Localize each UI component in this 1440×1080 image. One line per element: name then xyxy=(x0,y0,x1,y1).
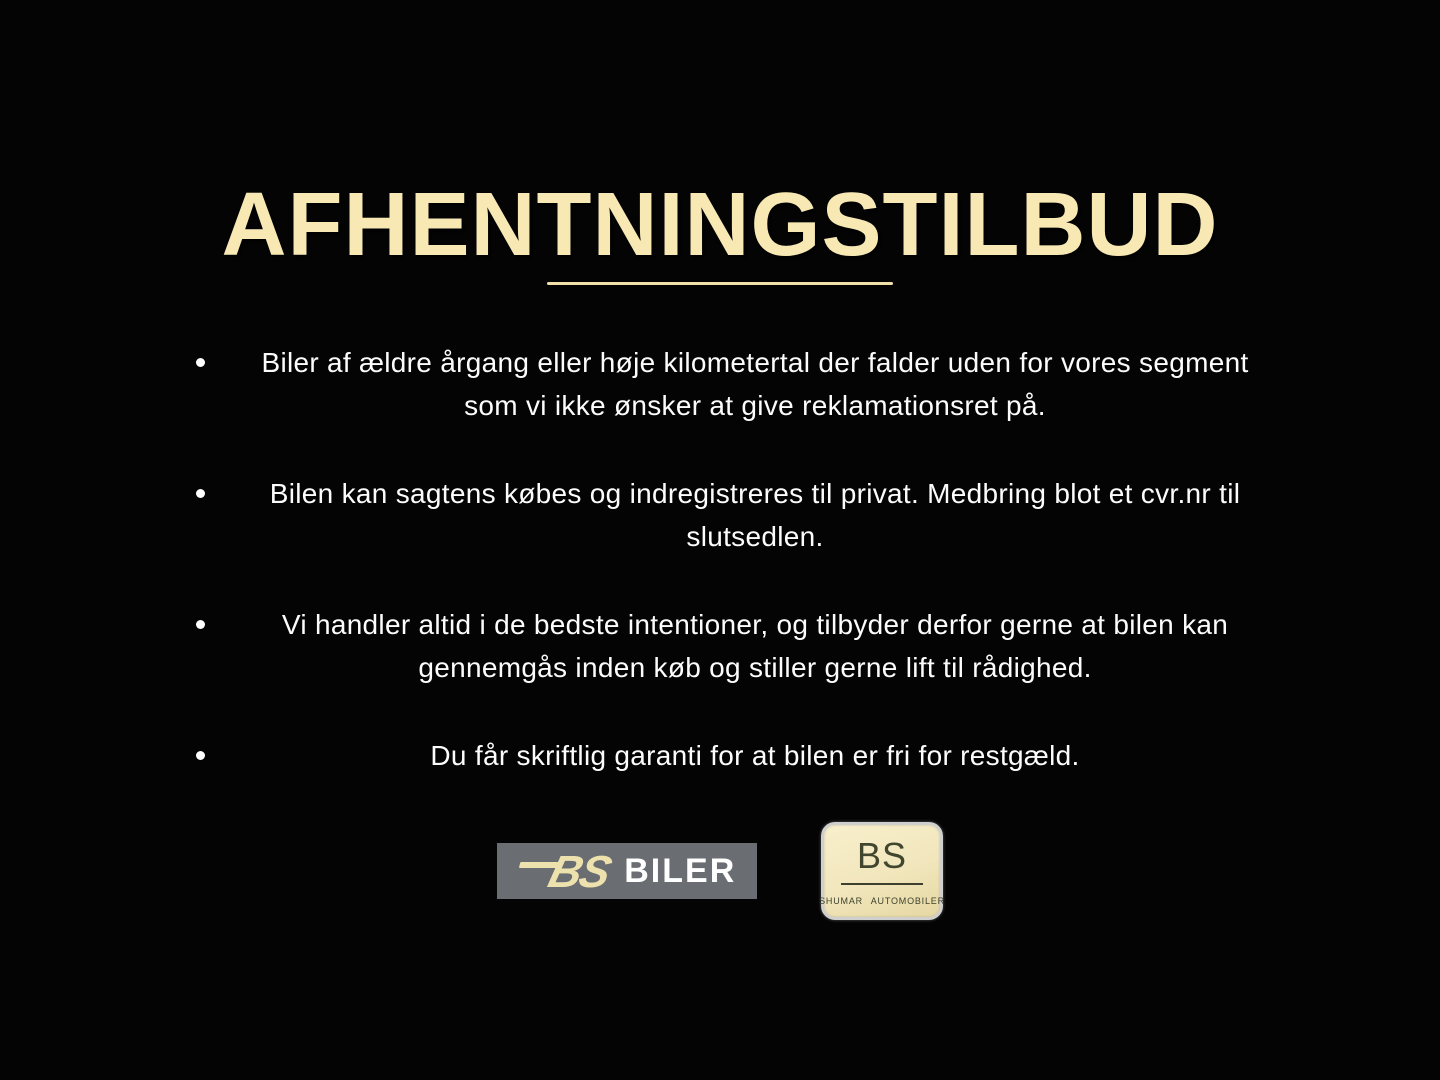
list-item xyxy=(165,734,1275,777)
bullet-text: Bilen kan sagtens købes og indregistreres til privat. Medbring blot et cvr.nr til slutsedlen. xyxy=(269,478,1241,552)
bs-biler-wordmark: BILER xyxy=(624,852,737,890)
bullet-icon xyxy=(165,603,235,629)
bullet-text: Vi handler altid i de bedste intentioner, og tilbyder derfor gerne at bilen kan gennemgås inden køb og stiller gerne lift til rådighed. xyxy=(281,609,1229,683)
bullet-icon xyxy=(165,341,235,367)
list-item xyxy=(165,472,1275,558)
shumar-subtitle: SHUMAR AUTOMOBILER xyxy=(819,896,945,906)
shumar-divider xyxy=(841,883,923,885)
bullet-icon xyxy=(165,472,235,498)
bullet-text: Biler af ældre årgang eller høje kilometertal der falder uden for vores segment som vi ikke ønsker at give reklamationsret på. xyxy=(261,347,1249,421)
shumar-initials: BS xyxy=(856,835,908,876)
bullet-icon xyxy=(165,734,235,760)
title-underline xyxy=(547,282,893,285)
logo-row xyxy=(0,822,1440,920)
bs-biler-logo xyxy=(497,843,757,899)
bs-biler-mark-text: BS xyxy=(543,845,615,897)
bullet-list xyxy=(165,341,1275,777)
shumar-badge-logo xyxy=(821,822,943,920)
bullet-text: Du får skriftlig garanti for at bilen er fri for restgæld. xyxy=(430,740,1080,771)
list-item xyxy=(165,341,1275,427)
list-item xyxy=(165,603,1275,689)
page-title: AFHENTNINGSTILBUD xyxy=(221,175,1219,275)
bs-biler-mark-icon xyxy=(512,845,615,897)
